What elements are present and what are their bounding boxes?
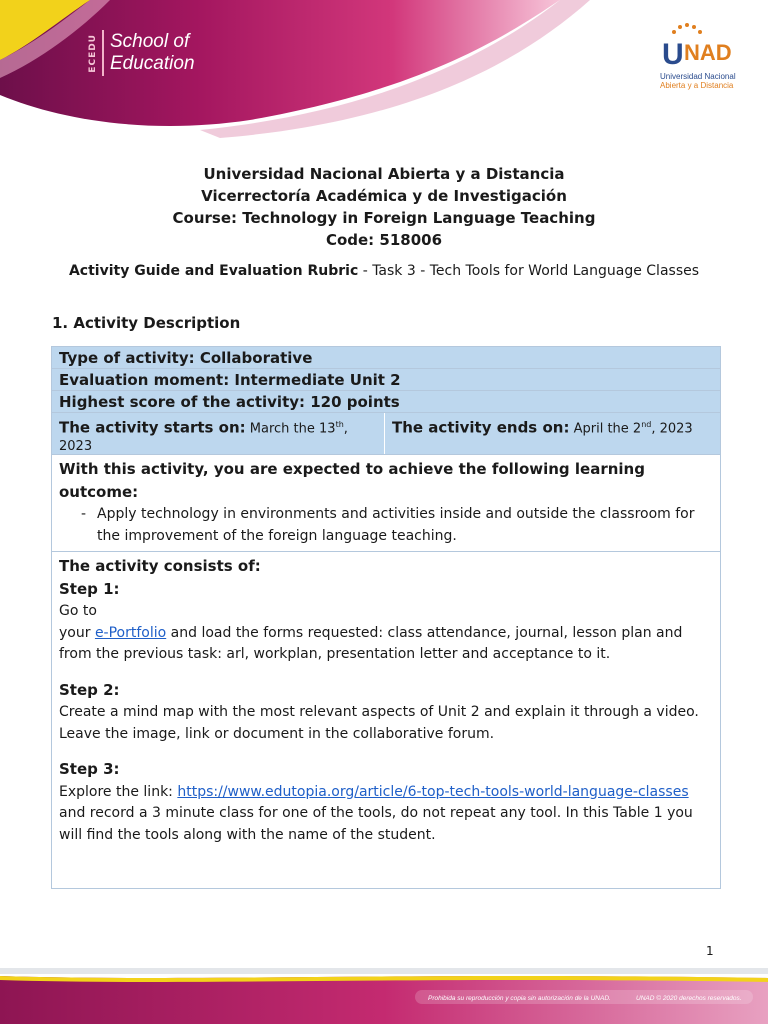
step3-explore: Explore the link: — [59, 783, 178, 800]
footer-banner — [0, 968, 768, 1024]
guide-title — [60, 260, 708, 282]
brand-vertical-label: ECEDU — [88, 33, 98, 73]
activity-type: Type of activity: Collaborative — [52, 347, 720, 369]
highest-score: Highest score of the activity: 120 points — [52, 391, 720, 413]
start-date-year: , 2023 — [59, 421, 348, 455]
heading-course: Course: Technology in Foreign Language Teaching — [172, 209, 596, 227]
activity-dates — [52, 413, 720, 455]
edutopia-link[interactable]: https://www.edutopia.org/article/6-top-tech-tools-world-language-classes — [177, 783, 689, 800]
guide-title-bold: Activity Guide and Evaluation Rubric — [68, 263, 359, 279]
footer-notice-2: UNAD © 2020 derechos reservados. — [636, 995, 742, 1002]
step1-rest: and load the forms requested: class attendance, journal, lesson plan and from the previous task: arl, workplan, presentation letter and acceptance to it. — [59, 624, 683, 662]
learning-outcome-cell — [52, 455, 720, 552]
end-date-cell — [385, 413, 720, 454]
consists-title: The activity consists of: — [59, 557, 261, 575]
document-heading — [0, 163, 768, 251]
end-date-label: The activity ends on: — [392, 418, 570, 437]
step1-text — [59, 623, 713, 666]
brand-divider — [102, 30, 104, 76]
start-date-label: The activity starts on: — [59, 418, 246, 437]
heading-university: Universidad Nacional Abierta y a Distancia — [203, 165, 565, 183]
brand-line-1: School of — [110, 31, 190, 52]
logo-nad: NAD — [684, 40, 732, 65]
step1-go-to: Go to — [59, 603, 97, 619]
outcome-dash: - — [81, 506, 87, 522]
evaluation-moment: Evaluation moment: Intermediate Unit 2 — [52, 369, 720, 391]
outcome-text: Apply technology in environments and activities inside and outside the classroom for the improvement of the foreign language teaching. — [97, 506, 695, 544]
start-date-cell — [52, 413, 385, 454]
logo-subtitle-line2: Abierta y a Distancia — [660, 81, 734, 90]
unad-logo — [660, 22, 750, 90]
heading-code: Code: 518006 — [325, 231, 443, 249]
logo-subtitle-line1: Universidad Nacional — [660, 72, 736, 81]
unad-logo-mark — [660, 22, 748, 68]
footer-notice-1: Prohibida su reproducción y copia sin autorización de la UNAD. — [428, 995, 611, 1002]
start-date-value: March the 13 — [249, 421, 336, 437]
activity-steps-cell — [52, 552, 720, 888]
end-date-sup: nd — [641, 420, 652, 429]
end-date-year: , 2023 — [651, 421, 693, 437]
outcome-item — [59, 504, 713, 547]
step3-title: Step 3: — [59, 760, 120, 778]
step2-title: Step 2: — [59, 680, 120, 699]
step1-title: Step 1: — [59, 579, 120, 598]
section-title: 1. Activity Description — [52, 314, 241, 332]
eportfolio-link[interactable]: e-Portfolio — [94, 624, 167, 641]
brand-text — [110, 31, 195, 75]
brand-line-2: Education — [110, 53, 195, 74]
heading-vicerrectoria: Vicerrectoría Académica y de Investigación — [201, 187, 567, 205]
guide-title-rest: - Task 3 - Tech Tools for World Language Classes — [358, 263, 700, 279]
activity-table — [51, 346, 721, 889]
step3-text — [59, 782, 713, 847]
logo-u: U — [662, 38, 684, 68]
start-date-sup: th — [335, 420, 344, 429]
end-date-value: April the 2 — [573, 421, 642, 437]
page-number: 1 — [706, 944, 714, 958]
school-brand — [88, 30, 195, 76]
step2-text: Create a mind map with the most relevant aspects of Unit 2 and explain it through a video. Leave the image, link or document in the collaborative forum. — [59, 704, 699, 742]
outcome-title: With this activity, you are expected to achieve the following learning outcome: — [59, 460, 645, 501]
step1-your: your — [59, 624, 95, 641]
logo-dots-icon — [672, 23, 702, 34]
step3-rest: and record a 3 minute class for one of the tools, do not repeat any tool. In this Table 1 you will find the tools along with the name of the student. — [59, 805, 693, 843]
logo-subtitle — [660, 72, 750, 90]
